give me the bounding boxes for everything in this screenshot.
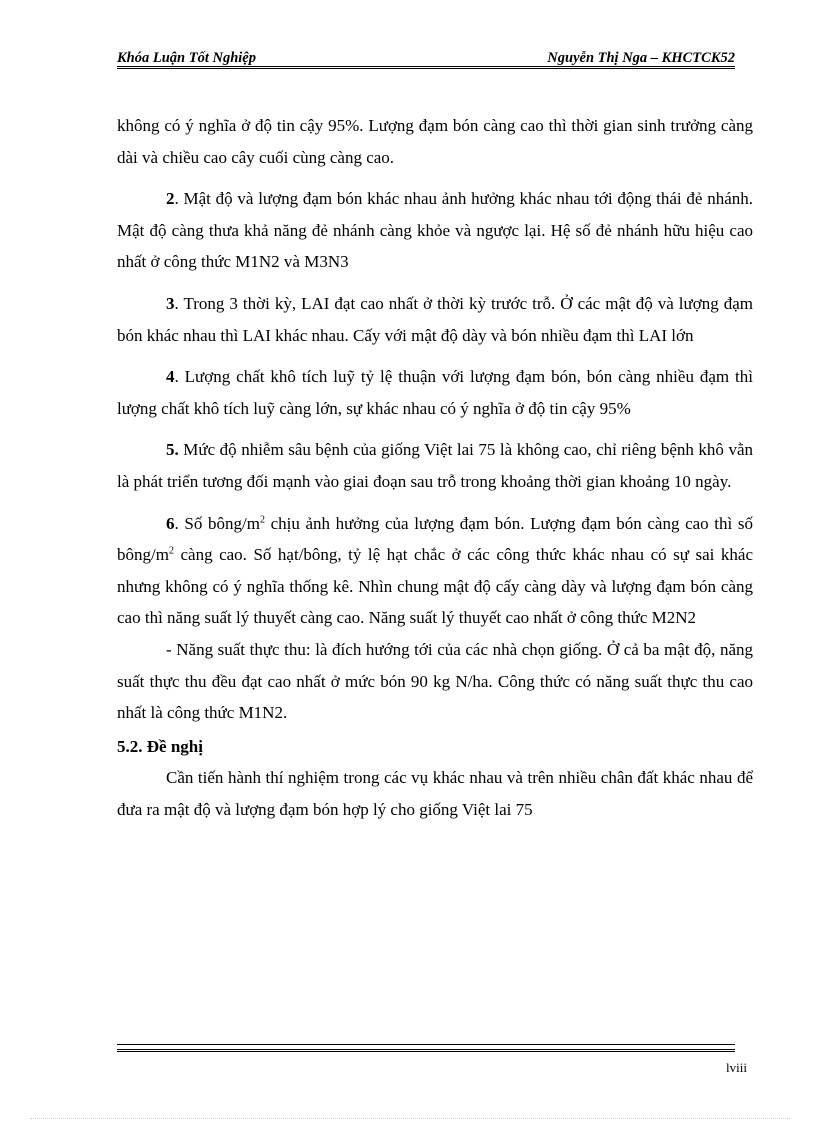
paragraph-6-text-b: chịu ảnh hưởng của lượng đạm bón. Lượng đạm bón càng cao thì số bông/m	[117, 513, 754, 565]
header-left: Khóa Luận Tốt Nghiệp	[117, 50, 256, 66]
paragraph-2-number: 2	[166, 189, 175, 209]
paragraph-recommendation: Cần tiến hành thí nghiệm trong các vụ khác nhau và trên nhiều chân đất khác nhau để đưa ra mật độ và lượng đạm bón hợp lý cho giống Việt lai 75	[117, 768, 753, 819]
footer-rule	[117, 1044, 735, 1050]
paragraph-6-text-c: càng cao. Số hạt/bông, tỷ lệ hạt chắc ở các công thức khác nhau có sự sai khác nhưng không có ý nghĩa thống kê. Nhìn chung mật độ cấy càng dày và lượng đạm bón càng cao thì năng suất lý thuyết càng cao. Năng suất lý thuyết cao nhất ở công thức M2N2	[117, 545, 753, 628]
paragraph-5-number: 5.	[166, 440, 179, 460]
header-rule	[117, 66, 735, 69]
page-number: lviii	[726, 1060, 747, 1075]
paragraph-5-text: Mức độ nhiễm sâu bệnh của giống Việt lai 75 là không cao, chỉ riêng bệnh khô vằn là phát triển tương đối mạnh vào giai đoạn sau trỗ trong khoảng thời gian khoảng 10 ngày.	[117, 440, 753, 491]
paragraph-continuation: không có ý nghĩa ở độ tin cậy 95%. Lượng đạm bón càng cao thì thời gian sinh trưởng càng dài và chiều cao cây cuối cùng càng cao.	[117, 116, 753, 167]
paragraph-6	[117, 508, 753, 634]
page-edge-dotted-line	[30, 1118, 790, 1119]
paragraph-3	[117, 288, 753, 351]
footer-rule-thin	[117, 1051, 735, 1052]
paragraph-6-number: 6	[166, 513, 175, 533]
paragraph-4-text: . Lượng chất khô tích luỹ tỷ lệ thuận với lượng đạm bón, bón càng nhiều đạm thì lượng chất khô tích luỹ càng lớn, sự khác nhau có ý nghĩa ở độ tin cậy 95%	[117, 367, 753, 418]
paragraph-4-number: 4	[166, 367, 175, 387]
section-heading: 5.2. Đề nghị	[117, 736, 203, 756]
superscript-2: 2	[259, 513, 265, 525]
paragraph-yield: - Năng suất thực thu: là đích hướng tới của các nhà chọn giống. Ở cả ba mật độ, năng suất thực thu đều đạt cao nhất ở mức bón 90 kg N/ha. Công thức có năng suất thực thu cao nhất là công thức M1N2.	[117, 639, 753, 723]
superscript-2: 2	[168, 545, 174, 557]
paragraph-6-text-a: . Số bông/m	[174, 513, 260, 533]
paragraph-5	[117, 434, 753, 497]
paragraph-3-text: . Trong 3 thời kỳ, LAI đạt cao nhất ở thời kỳ trước trỗ. Ở các mật độ và lượng đạm bón khác nhau thì LAI khác nhau. Cấy với mật độ dày và bón nhiều đạm thì LAI lớn	[117, 293, 753, 345]
paragraph-4	[117, 361, 753, 424]
paragraph-2	[117, 183, 753, 278]
header-right: Nguyễn Thị Nga – KHCTCK52	[547, 50, 735, 66]
paragraph-3-number: 3	[166, 293, 175, 313]
paragraph-2-text: . Mật độ và lượng đạm bón khác nhau ảnh hưởng khác nhau tới động thái đẻ nhánh. Mật độ càng thưa khả năng đẻ nhánh càng khỏe và ngược lại. Hệ số đẻ nhánh hữu hiệu cao nhất ở công thức M1N2 và M3N3	[117, 189, 753, 272]
body-text	[117, 110, 753, 825]
